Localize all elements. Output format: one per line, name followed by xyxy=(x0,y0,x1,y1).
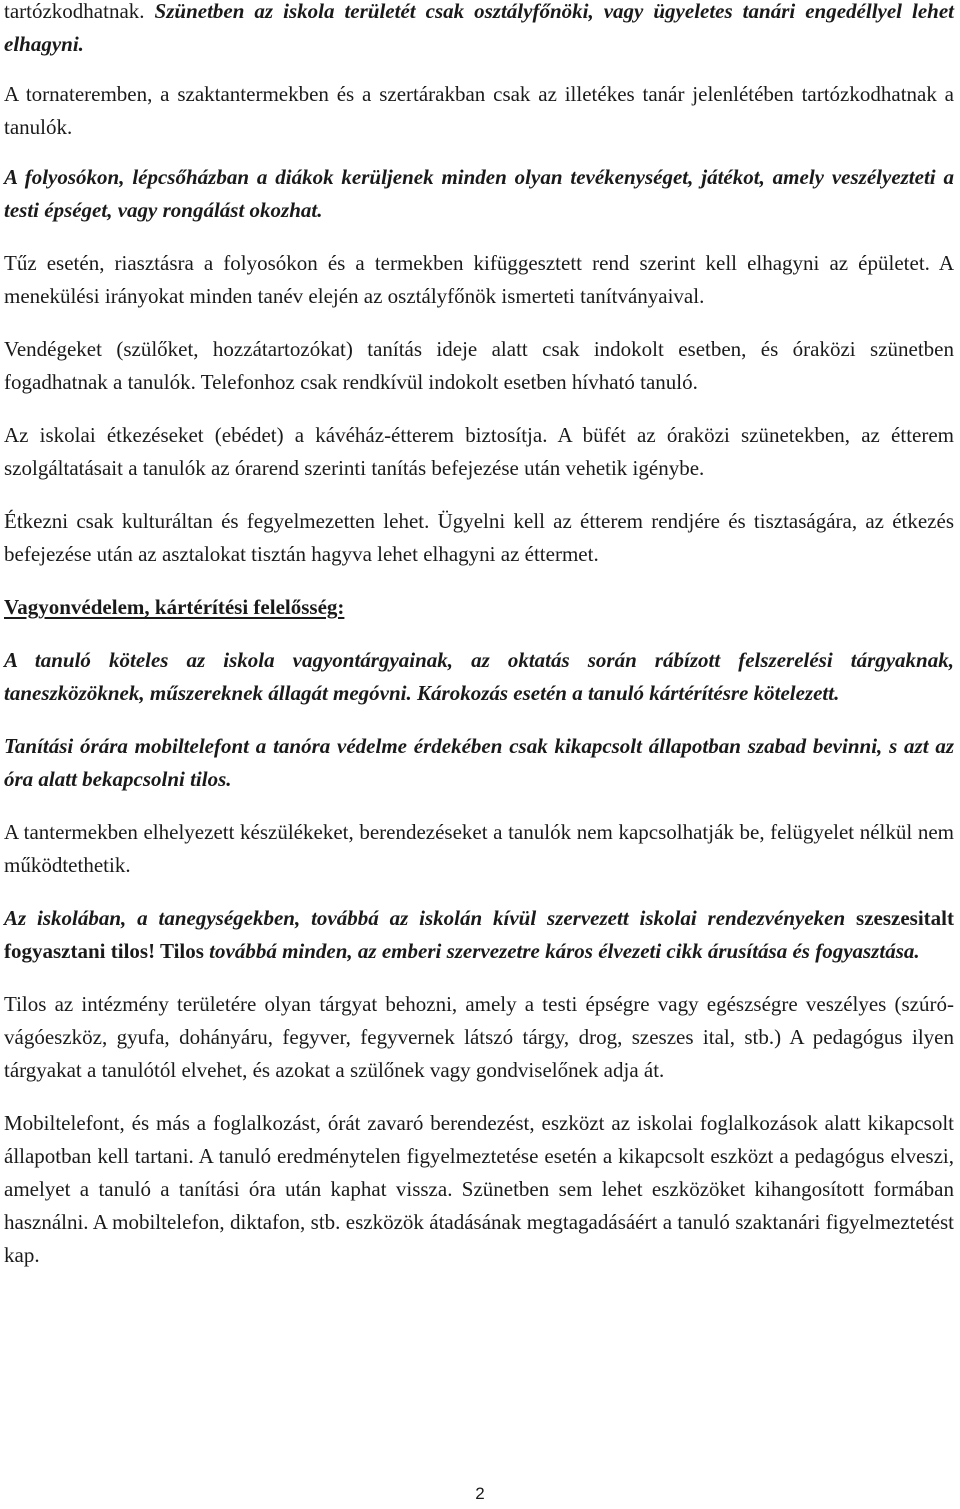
paragraph-dangerous-items: Tilos az intézmény területére olyan tárgyat behozni, amely a testi épségre vagy egészségre veszélyes (szúró-vágóeszköz, gyufa, dohányáru, fegyver, fegyvernek látszó tárgy, drog, szeszes ital, stb.) A pedagógus ilyen tárgyakat a tanulótól elvehet, és azokat a szülőnek vagy gondviselőnek adja át. xyxy=(4,992,954,1082)
paragraph-devices: A tantermekben elhelyezett készülékeket, berendezéseket a tanulók nem kapcsolhatják be, felügyelet nélkül nem működtethetik. xyxy=(4,820,954,877)
section-heading xyxy=(4,591,954,624)
paragraph-visitors: Vendégeket (szülőket, hozzátartozókat) tanítás ideje alatt csak indokolt esetben, és óraközi szünetben fogadhatnak a tanulók. Telefonhoz csak rendkívül indokolt esetben hívható tanuló. xyxy=(4,337,954,394)
paragraph-mobile-devices: Mobiltelefont, és más a foglalkozást, órát zavaró berendezést, eszközt az iskolai foglalkozások alatt kikapcsolt állapotban kell tartani. A tanuló eredménytelen figyelmeztetése esetén a kikapcsolt eszközt a pedagógus elveszi, amelyet a tanuló a tanítási óra után kaphat vissza. Szünetben sem lehet eszközöket kihangosított formában használni. A mobiltelefon, diktafon, stb. eszközök átadásának megtagadásáért a tanuló szaktanári figyelmeztetést kap. xyxy=(4,1111,954,1267)
paragraph-fire-rules: Tűz esetén, riasztásra a folyosókon és a termekben kifüggesztett rend szerint kell elhagyni az épületet. A menekülési irányokat minden tanév elején az osztályfőnök ismerteti tanítványaival. xyxy=(4,251,954,308)
page-number: 2 xyxy=(475,1484,485,1503)
section-heading-text: Vagyonvédelem, kártérítési felelősség: xyxy=(4,595,345,619)
document-page xyxy=(4,0,954,1292)
paragraph-mobile-phone: Tanítási órára mobiltelefont a tanóra védelme érdekében csak kikapcsolt állapotban szabad bevinni, s azt az óra alatt bekapcsolni tilos. xyxy=(4,734,954,791)
paragraph-leaving-school xyxy=(4,0,954,61)
emphasis-text: Szünetben az iskola területét csak osztályfőnöki, vagy ügyeletes tanári engedéllyel lehet elhagyni. xyxy=(4,0,955,56)
paragraph-gym-rules: A tornateremben, a szaktantermekben és a szertárakban csak az illetékes tanár jelenlétében tartózkodhatnak a tanulók. xyxy=(4,82,954,139)
paragraph-corridor-rules: A folyosókon, lépcsőházban a diákok kerüljenek minden olyan tevékenységet, játékot, amely veszélyezteti a testi épséget, vagy rongálást okozhat. xyxy=(4,165,954,222)
paragraph-alcohol xyxy=(4,902,954,968)
emphasis-text: továbbá minden, az emberi szervezetre káros élvezeti cikk árusítása és fogyasztása. xyxy=(209,939,920,963)
paragraph-dining-conduct: Étkezni csak kulturáltan és fegyelmezetten lehet. Ügyelni kell az étterem rendjére és tisztaságára, az étkezés befejezése után az asztalokat tisztán hagyva lehet elhagyni az éttermet. xyxy=(4,509,954,566)
paragraph-property-care: A tanuló köteles az iskola vagyontárgyainak, az oktatás során rábízott felszerelési tárgyaknak, taneszközöknek, műszereknek állagát megóvni. Károkozás esetén a tanuló kártérítésre kötelezett. xyxy=(4,648,954,705)
paragraph-text: tartózkodhatnak. xyxy=(4,0,155,23)
paragraph-meals: Az iskolai étkezéseket (ebédet) a kávéház-étterem biztosítja. A büfét az óraközi szünetekben, az étterem szolgáltatásait a tanulók az órarend szerinti tanítás befejezése után vehetik igénybe. xyxy=(4,423,954,480)
emphasis-text: Az iskolában, a tanegységekben, továbbá az iskolán kívül szervezett iskolai rendezvényeken xyxy=(4,906,857,930)
bold-text: szeszesitalt fogyasztani tilos! Tilos xyxy=(4,906,954,963)
